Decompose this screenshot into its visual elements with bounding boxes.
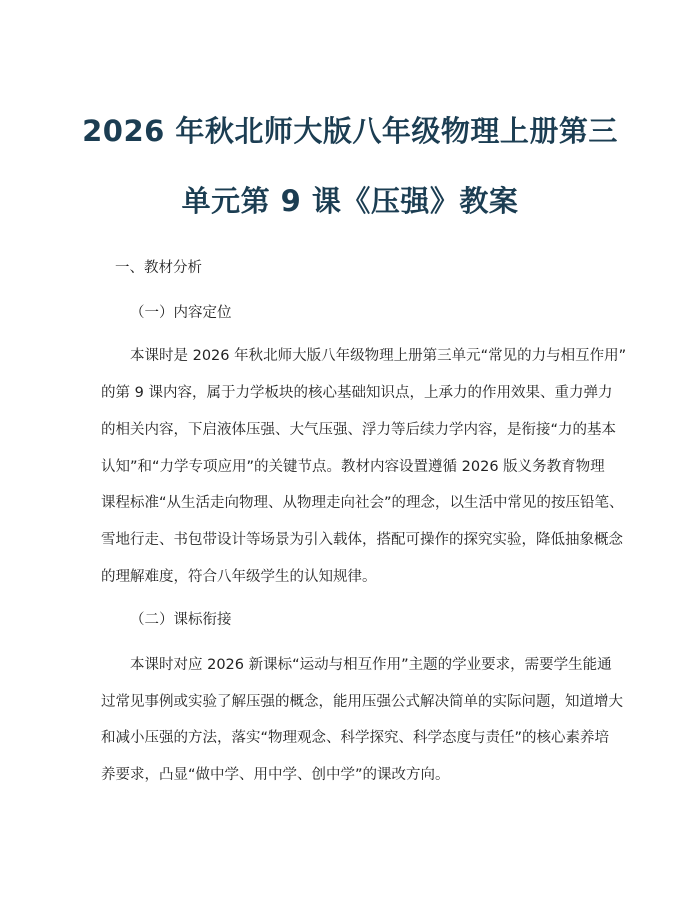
- paragraph-line: 雪地行走、书包带设计等场景为引入载体，搭配可操作的探究实验，降低抽象概念: [101, 532, 623, 548]
- paragraph-line: 养要求，凸显“做中学、用中学、创中学”的课改方向。: [101, 767, 450, 783]
- section-heading-textbook-analysis: 一、教材分析: [115, 260, 202, 276]
- document-title-line-2: 单元第 9 课《压强》教案: [181, 184, 519, 218]
- paragraph-line: 的相关内容，下启液体压强、大气压强、浮力等后续力学内容，是衔接“力的基本: [101, 422, 617, 438]
- paragraph-line: 过常见事例或实验了解压强的概念，能用压强公式解决简单的实际问题，知道增大: [101, 694, 623, 710]
- paragraph-line: 本课时是 2026 年秋北师大版八年级物理上册第三单元“常见的力与相互作用”: [130, 348, 627, 364]
- paragraph-line: 的第 9 课内容，属于力学板块的核心基础知识点，上承力的作用效果、重力弹力: [101, 385, 613, 401]
- subheading-curriculum-alignment: （二）课标衔接: [130, 612, 232, 628]
- paragraph-line: 的理解难度，符合八年级学生的认知规律。: [101, 569, 377, 585]
- paragraph-line: 和减小压强的方法，落实“物理观念、科学探究、科学态度与责任”的核心素养培: [101, 730, 610, 746]
- paragraph-line: 课程标准“从生活走向物理、从物理走向社会”的理念，以生活中常见的按压铅笔、: [101, 495, 624, 511]
- paragraph-line: 认知”和“力学专项应用”的关键节点。教材内容设置遵循 2026 版义务教育物理: [101, 459, 605, 475]
- paragraph-line: 本课时对应 2026 新课标“运动与相互作用”主题的学业要求，需要学生能通: [130, 657, 612, 673]
- subheading-content-positioning: （一）内容定位: [130, 305, 232, 321]
- document-title-line-1: 2026 年秋北师大版八年级物理上册第三: [82, 114, 618, 148]
